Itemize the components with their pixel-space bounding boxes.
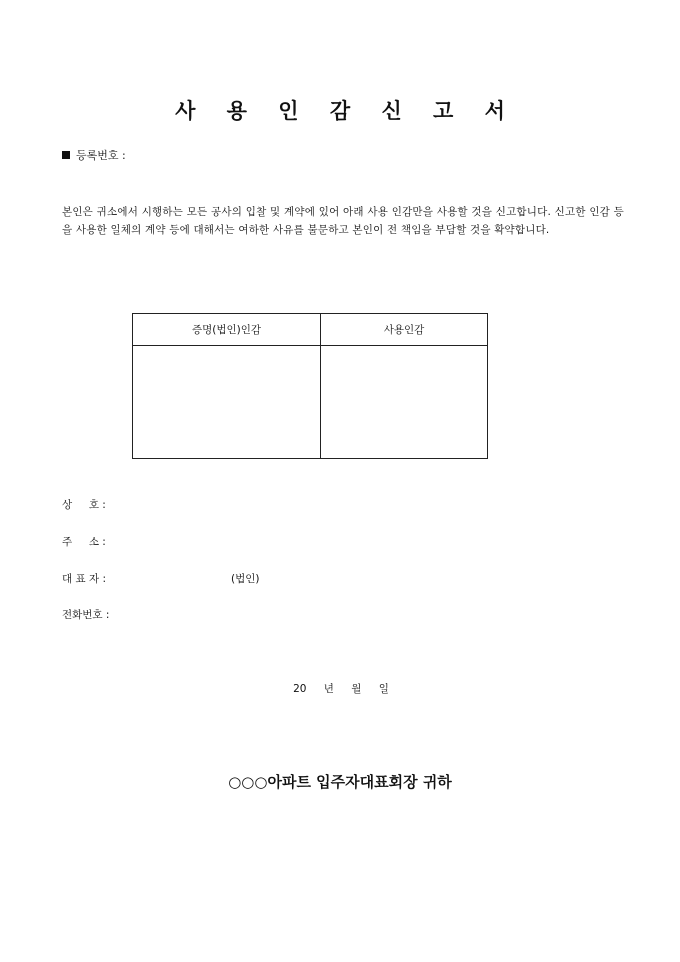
representative-label: 대 표 자 : — [62, 573, 106, 585]
company-name-field — [62, 497, 106, 512]
square-bullet-icon — [62, 151, 70, 159]
registration-number-label: 등록번호 : — [76, 149, 126, 162]
certified-seal-header: 증명(법인)인감 — [133, 314, 321, 346]
corporate-seal-mark: (법인) — [231, 573, 260, 585]
usage-seal-box — [321, 346, 488, 459]
seal-table-body-row — [133, 346, 488, 459]
address-label: 주 소 : — [62, 536, 106, 548]
seal-table-header-row — [133, 314, 488, 346]
phone-field — [62, 607, 109, 622]
certified-seal-box — [133, 346, 321, 459]
company-name-label: 상 호 : — [62, 499, 106, 511]
usage-seal-header: 사용인감 — [321, 314, 488, 346]
address-field — [62, 534, 106, 549]
date-line: 20 년 월 일 — [293, 683, 389, 695]
declaration-paragraph: 본인은 귀소에서 시행하는 모든 공사의 입찰 및 계약에 있어 아래 사용 인감만을 사용할 것을 신고합니다. 신고한 인감 등을 사용한 일체의 계약 등에 대해서는 여하한 사유를 불문하고 본인이 전 책임을 부담할 것을 확약합니다. — [62, 206, 624, 236]
seal-table — [132, 313, 488, 459]
document-title: 사 용 인 감 신 고 서 — [175, 99, 517, 123]
representative-field — [62, 571, 106, 586]
phone-label: 전화번호 : — [62, 609, 110, 621]
registration-number-row — [62, 147, 126, 163]
addressee: ○○○아파트 입주자대표회장 귀하 — [228, 773, 452, 791]
